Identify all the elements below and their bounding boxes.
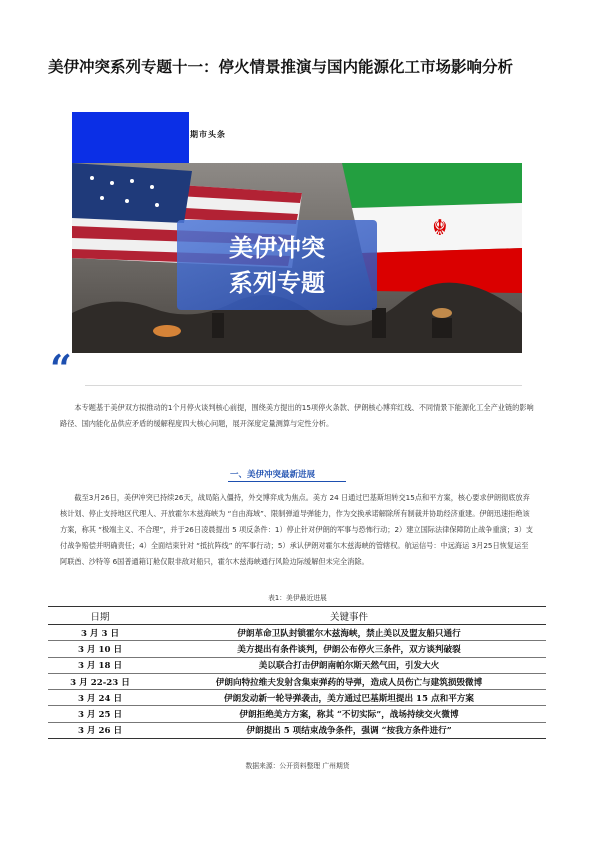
row-date: 3 月 18 日 [48, 657, 152, 673]
header-event: 关键事件 [152, 607, 546, 625]
banner-image [72, 163, 522, 353]
divider [85, 385, 522, 386]
row-event: 伊朗提出 5 项结束战争条件，强调 “按我方条件进行” [152, 722, 546, 738]
explosion-glow [153, 325, 181, 337]
row-date: 3 月 22-23 日 [48, 673, 152, 689]
data-source-note: 数据来源：公开资料整理 广州期货 [245, 762, 350, 770]
row-date: 3 月 10 日 [48, 641, 152, 657]
header-date: 日期 [48, 607, 152, 625]
row-date: 3 月 3 日 [48, 625, 152, 641]
table-row [48, 690, 546, 706]
table-row [48, 657, 546, 673]
row-date: 3 月 24 日 [48, 690, 152, 706]
section-heading: 一、美伊冲突最新进展 [230, 470, 316, 480]
events-table [48, 606, 546, 739]
row-event: 美以联合打击伊朗南帕尔斯天然气田，引发大火 [152, 657, 546, 673]
svg-text:☬: ☬ [432, 216, 448, 241]
table-row [48, 706, 546, 722]
table-caption: 表1：美伊最近进展 [268, 594, 327, 602]
row-event: 美方提出有条件谈判，伊朗公布停火三条件，双方谈判破裂 [152, 641, 546, 657]
section-underline [228, 481, 346, 482]
table-row [48, 673, 546, 689]
page-title: 美伊冲突系列专题十一：停火情景推演与国内能源化工市场影响分析 [48, 58, 514, 76]
row-event: 伊朗革命卫队封锁霍尔木兹海峡，禁止美以及盟友船只通行 [152, 625, 546, 641]
quote-mark-icon: “ [50, 346, 72, 391]
row-event: 伊朗向特拉维夫发射含集束弹药的导弹，造成人员伤亡与建筑损毁微博 [152, 673, 546, 689]
table-row [48, 722, 546, 738]
table-row [48, 641, 546, 657]
brand-name: 期市头条 [190, 130, 226, 139]
row-event: 伊朗拒绝美方方案，称其 “不切实际”，战场持续交火微博 [152, 706, 546, 722]
intro-paragraph: 本专题基于美伊双方拟推动的1个月停火谈判核心前提，围绕美方提出的15项停火条款、伊朗核心博弈红线、不同情景下能源化工全产业链的影响路径、国内能化品供应矛盾的缓解程度四大核心问题，展开深度定量测算与定性分析。 [60, 403, 534, 428]
table-row [48, 625, 546, 641]
body-paragraph: 截至3月26日，美伊冲突已持续26天，战局陷入僵持，外交博弈成为焦点。美方 24 日通过巴基斯坦转交15点和平方案，核心要求伊朗彻底放弃核计划、停止支持地区代理人、开放霍尔木兹海峡为 “自由海域”、限制弹道导弹能力，作为交换承诺解除所有制裁并协助经济重建。伊朗迅速拒绝该方案，称其 “极端主义、不合理”，并于26日凌晨提出 5 项反条件：1）停止针对伊朗的军事与恐怖行动；2）建立国际法律保障防止战争重演；3）支付战争赔偿并明确责任；4）全面结束针对 “抵抗阵线” 的军事行动；5）承认伊朗对霍尔木兹海峡的管辖权。航运信号：中远海运 3月25日恢复运至阿联酋、沙特等 6国普通箱订舱仅限非敌对船只，霍尔木兹海峡通行风险边际缓解但未完全消除。 [60, 493, 533, 566]
row-date: 3 月 25 日 [48, 706, 152, 722]
row-date: 3 月 26 日 [48, 722, 152, 738]
row-event: 伊朗发动新一轮导弹袭击，美方通过巴基斯坦提出 15 点和平方案 [152, 690, 546, 706]
table-header-row [48, 607, 546, 625]
banner-title-line1: 美伊冲突 [229, 234, 325, 262]
banner-title-line2: 系列专题 [229, 269, 325, 297]
